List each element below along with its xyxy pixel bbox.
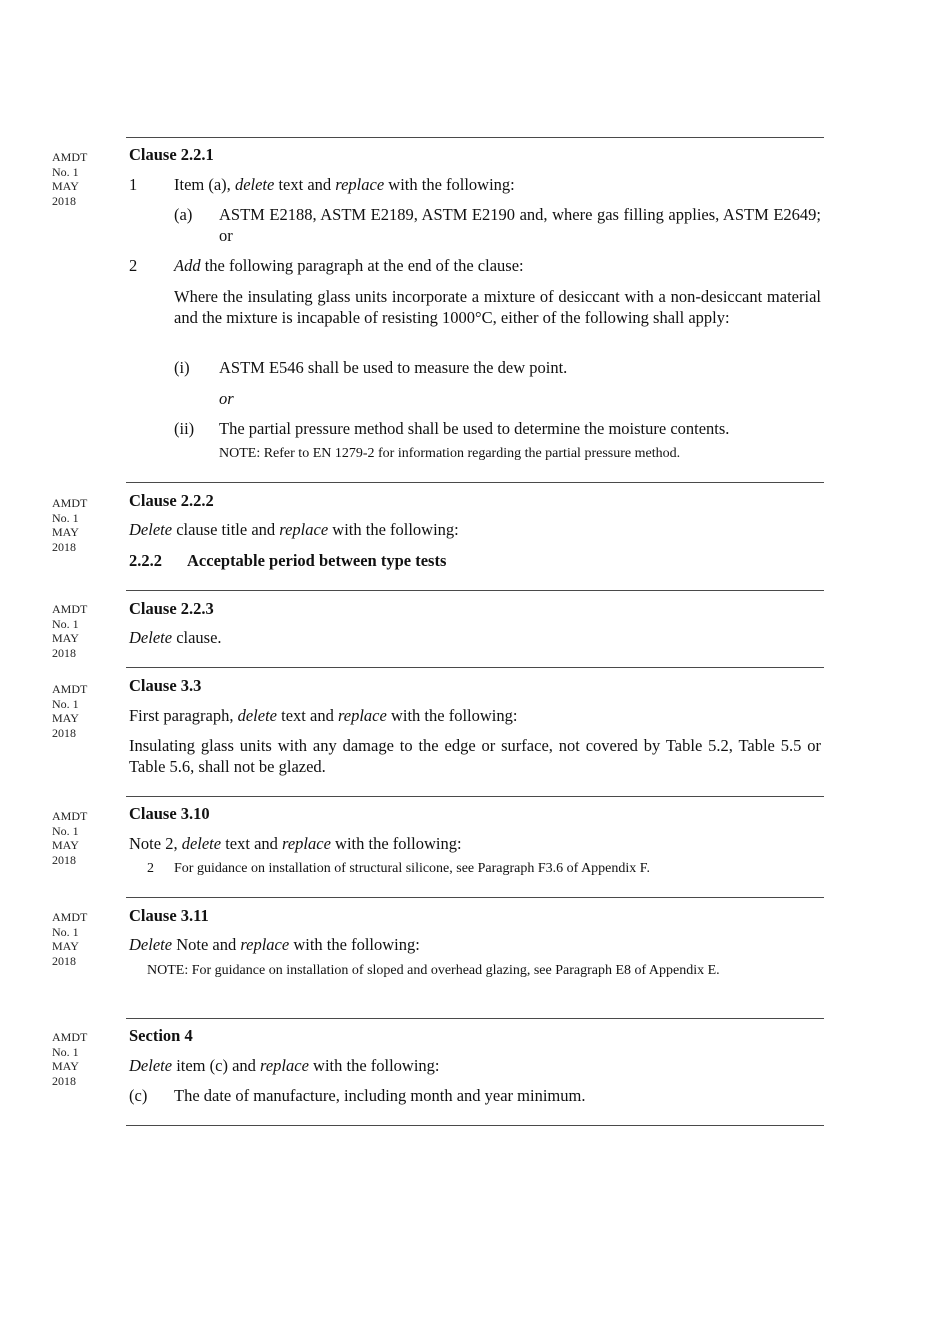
note-text: NOTE: For guidance on installation of sloped and overhead glazing, see Paragraph E8 of Appendix E. (147, 963, 720, 978)
amendment-label: AMDT (52, 496, 88, 510)
sub-item-label: (a) (174, 205, 193, 224)
subclause-title: Acceptable period between type tests (187, 551, 447, 570)
amendment-month: MAY (52, 1059, 79, 1073)
amendment-month: MAY (52, 711, 79, 725)
instruction-line: Delete clause. (129, 628, 222, 647)
amendment-tag (52, 1030, 112, 1088)
clause-heading: Clause 2.2.1 (129, 145, 214, 164)
clause-heading: Clause 3.10 (129, 804, 210, 823)
amendment-month: MAY (52, 939, 79, 953)
instruction-line: Add the following paragraph at the end of the clause: (174, 256, 524, 275)
item-text: The date of manufacture, including month and year minimum. (174, 1086, 586, 1105)
amendment-tag (52, 496, 112, 554)
amendment-year: 2018 (52, 725, 76, 740)
amendment-tag (52, 809, 112, 867)
item-number: 1 (129, 175, 138, 194)
amendment-label: AMDT (52, 682, 88, 696)
divider (126, 1018, 824, 1019)
divider (126, 137, 824, 138)
amendment-number: No. 1 (52, 164, 79, 179)
item-label: (c) (129, 1086, 148, 1105)
divider (126, 1125, 824, 1126)
amendment-tag (52, 150, 112, 208)
divider (126, 590, 824, 591)
instruction-line: Item (a), delete text and replace with the following: (174, 175, 515, 194)
note-text: NOTE: Refer to EN 1279-2 for information regarding the partial pressure method. (219, 446, 681, 461)
note-text: For guidance on installation of structural silicone, see Paragraph F3.6 of Appendix F. (174, 861, 650, 876)
amendment-label: AMDT (52, 602, 88, 616)
sub-item-text: ASTM E2188, ASTM E2189, ASTM E2190 and, where gas filling applies, ASTM E2649; or (219, 205, 821, 245)
instruction-line: Delete Note and replace with the following: (129, 935, 420, 954)
sub-item-text: The partial pressure method shall be used to determine the moisture contents. (219, 419, 730, 438)
instruction-line: Delete clause title and replace with the following: (129, 520, 459, 539)
amendment-tag (52, 682, 112, 740)
clause-heading: Clause 3.11 (129, 906, 209, 925)
amendment-month: MAY (52, 838, 79, 852)
subclause-number: 2.2.2 (129, 551, 162, 570)
amendment-tag (52, 602, 112, 660)
amendment-number: No. 1 (52, 823, 79, 838)
clause-heading: Clause 2.2.2 (129, 491, 214, 510)
inserted-paragraph: Insulating glass units with any damage to the edge or surface, not covered by Table 5.2, Table 5.5 or Table 5.6, shall not be glazed. (129, 736, 821, 776)
amendment-label: AMDT (52, 1030, 88, 1044)
divider (126, 796, 824, 797)
amendment-year: 2018 (52, 539, 76, 554)
section-heading: Section 4 (129, 1026, 193, 1045)
amendment-number: No. 1 (52, 1044, 79, 1059)
amendment-label: AMDT (52, 809, 88, 823)
amendment-year: 2018 (52, 1073, 76, 1088)
amendment-label: AMDT (52, 150, 88, 164)
or-connector: or (219, 389, 234, 408)
amendment-month: MAY (52, 525, 79, 539)
amendment-number: No. 1 (52, 616, 79, 631)
amendment-month: MAY (52, 179, 79, 193)
clause-heading: Clause 2.2.3 (129, 599, 214, 618)
divider (126, 482, 824, 483)
clause-heading: Clause 3.3 (129, 676, 202, 695)
instruction-line: Note 2, delete text and replace with the following: (129, 834, 462, 853)
instruction-line: First paragraph, delete text and replace with the following: (129, 706, 518, 725)
item-number: 2 (129, 256, 138, 275)
amendment-number: No. 1 (52, 696, 79, 711)
note-number: 2 (147, 861, 154, 876)
amendment-year: 2018 (52, 645, 76, 660)
amendment-number: No. 1 (52, 924, 79, 939)
inserted-paragraph: Where the insulating glass units incorporate a mixture of desiccant with a non-desiccant material and the mixture is incapable of resisting 1000°C, either of the following shall apply: (174, 287, 821, 327)
amendment-year: 2018 (52, 852, 76, 867)
instruction-line: Delete item (c) and replace with the following: (129, 1056, 440, 1075)
amendment-year: 2018 (52, 953, 76, 968)
amendment-label: AMDT (52, 910, 88, 924)
amendment-tag (52, 910, 112, 968)
divider (126, 667, 824, 668)
amendment-year: 2018 (52, 193, 76, 208)
sub-item-text: ASTM E546 shall be used to measure the dew point. (219, 358, 568, 377)
sub-item-label: (i) (174, 358, 190, 377)
divider (126, 897, 824, 898)
amendment-month: MAY (52, 631, 79, 645)
sub-item-label: (ii) (174, 419, 195, 438)
amendment-number: No. 1 (52, 510, 79, 525)
